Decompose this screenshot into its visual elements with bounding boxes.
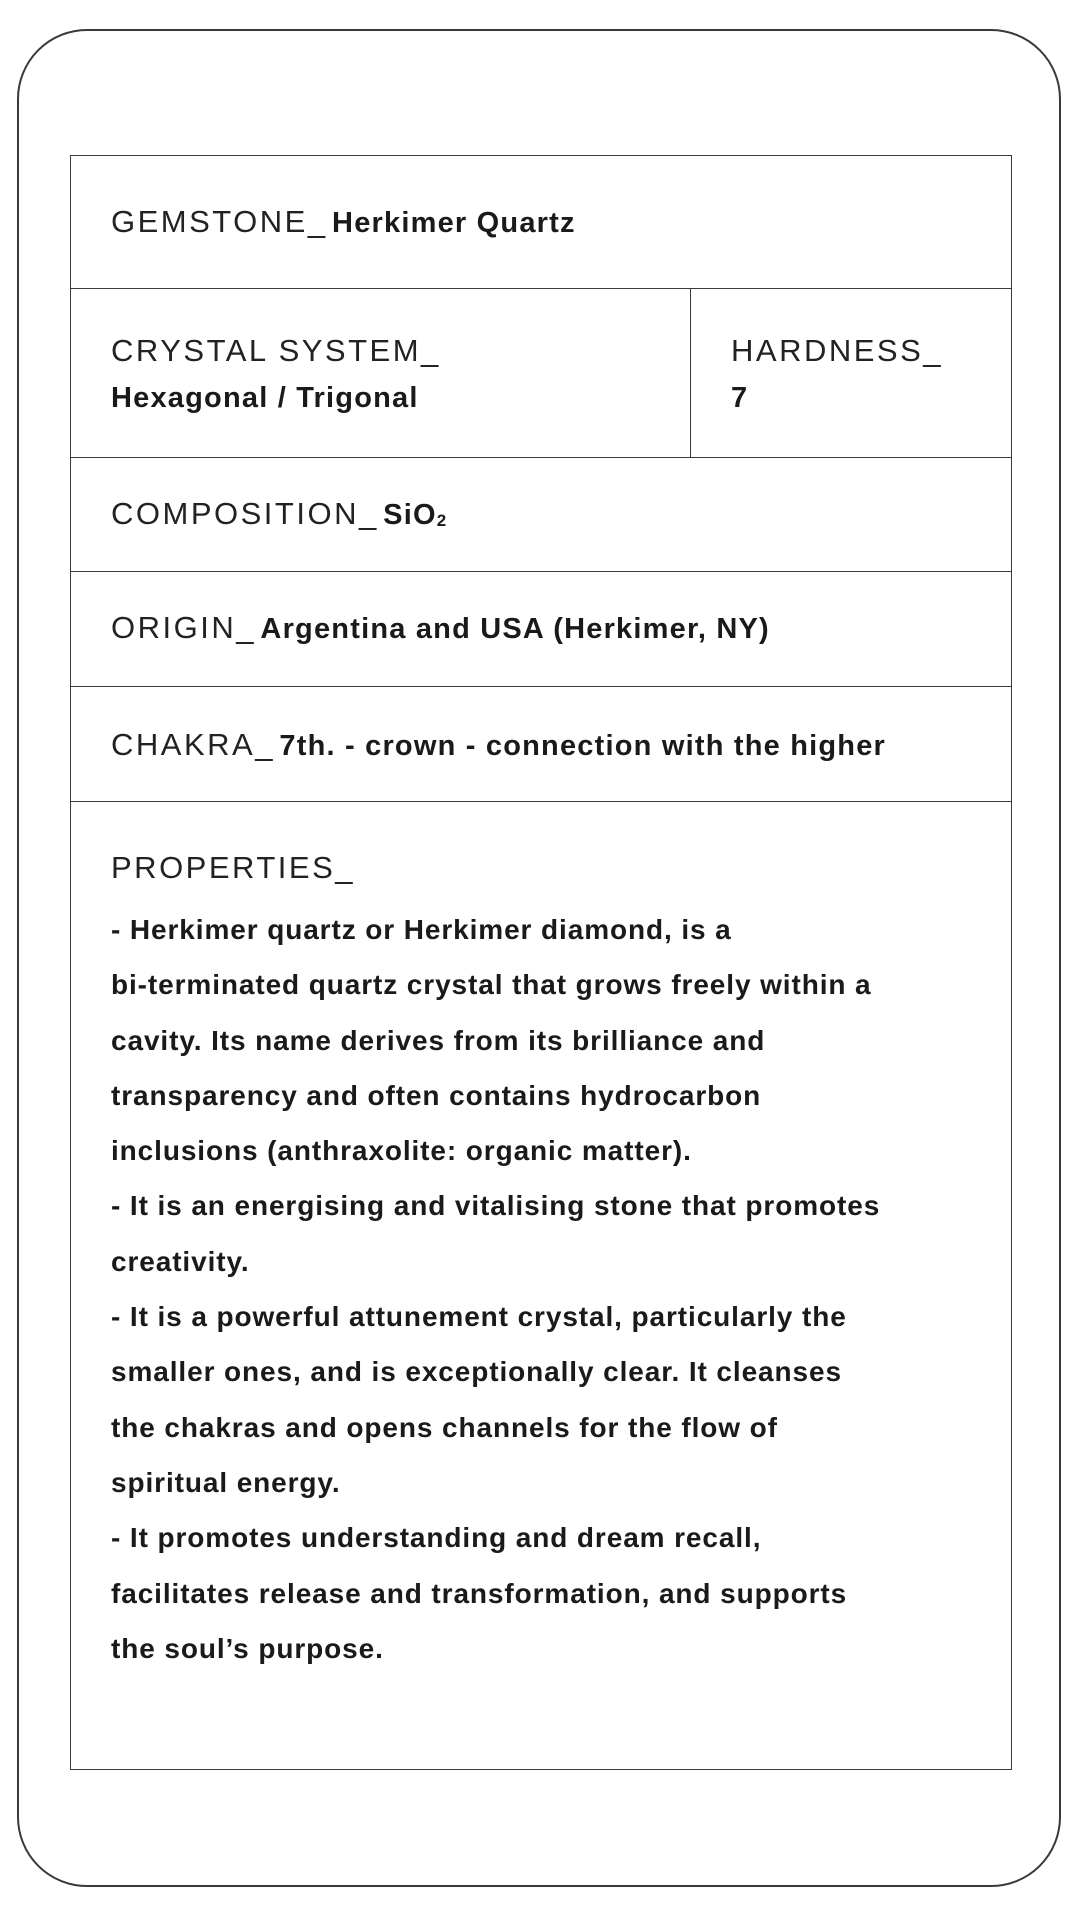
- gemstone-info-table: [70, 155, 1012, 1770]
- properties-line: transparency and often contains hydrocarbon: [111, 1079, 762, 1111]
- crystal-system-cell: [71, 289, 691, 457]
- properties-line: bi-terminated quartz crystal that grows freely within a: [111, 969, 872, 1001]
- properties-line: the chakras and opens channels for the flow of: [111, 1411, 778, 1443]
- properties-line: facilitates release and transformation, and supports: [111, 1577, 848, 1609]
- composition-subscript: 2: [436, 511, 447, 530]
- gemstone-label: GEMSTONE_: [111, 204, 328, 239]
- chakra-value: 7th. - crown - connection with the higher: [279, 730, 887, 762]
- origin-label: ORIGIN_: [111, 610, 256, 645]
- chakra-line: [111, 727, 886, 763]
- hardness-cell: [691, 289, 1013, 457]
- composition-row: [71, 458, 1011, 572]
- properties-line: spiritual energy.: [111, 1466, 341, 1498]
- crystal-system-value: Hexagonal / Trigonal: [111, 382, 419, 414]
- origin-line: [111, 610, 770, 646]
- chakra-row: [71, 687, 1011, 802]
- composition-line: [111, 496, 446, 532]
- origin-row: [71, 572, 1011, 687]
- properties-line: smaller ones, and is exceptionally clear. It cleanses: [111, 1356, 842, 1388]
- gemstone-row: [71, 156, 1011, 289]
- hardness-value: 7: [731, 382, 749, 414]
- crystal-system-label: CRYSTAL SYSTEM_: [111, 333, 441, 368]
- composition-label: COMPOSITION_: [111, 496, 379, 531]
- crystal-hardness-row: [71, 289, 1011, 458]
- gemstone-value: Herkimer Quartz: [332, 207, 576, 239]
- composition-value: SiO2: [383, 499, 447, 531]
- properties-line: inclusions (anthraxolite: organic matter).: [111, 1135, 692, 1167]
- properties-row: [71, 802, 1011, 1768]
- hardness-label: HARDNESS_: [731, 333, 943, 368]
- properties-line: creativity.: [111, 1245, 250, 1277]
- properties-line: - It is an energising and vitalising stone that promotes: [111, 1190, 881, 1222]
- properties-label: PROPERTIES_: [111, 850, 356, 885]
- properties-line: - Herkimer quartz or Herkimer diamond, is a: [111, 914, 732, 945]
- origin-value: Argentina and USA (Herkimer, NY): [260, 613, 770, 645]
- properties-line: cavity. Its name derives from its brilliance and: [111, 1024, 766, 1056]
- properties-line: - It is a powerful attunement crystal, particularly the: [111, 1301, 847, 1333]
- properties-line: the soul’s purpose.: [111, 1632, 384, 1664]
- gemstone-line: [111, 204, 576, 240]
- chakra-label: CHAKRA_: [111, 727, 275, 762]
- properties-line: - It promotes understanding and dream recall,: [111, 1522, 762, 1554]
- properties-text: [111, 902, 991, 1676]
